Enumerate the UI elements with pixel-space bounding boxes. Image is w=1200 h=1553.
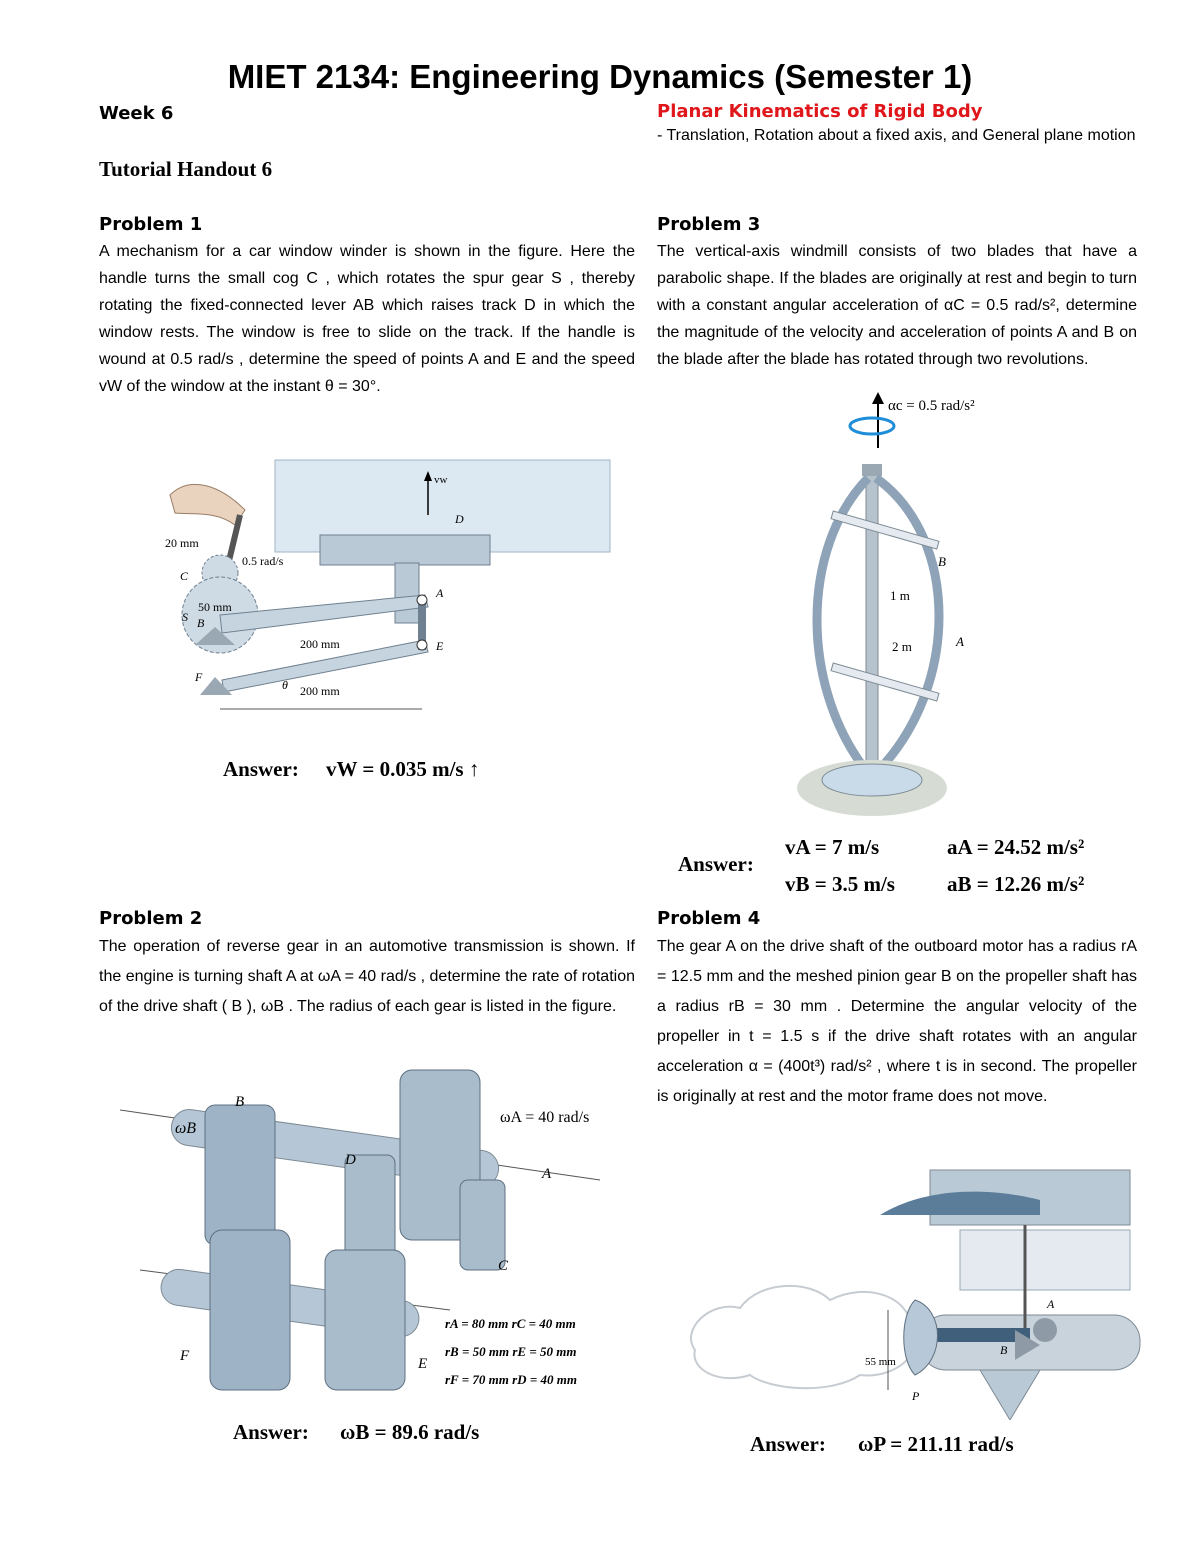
d-gear-label: D — [345, 1152, 356, 1168]
alpha-label: αc = 0.5 rad/s² — [888, 398, 975, 414]
week-label: Week 6 — [99, 103, 174, 124]
blade-right — [876, 478, 939, 773]
dim-2m: 2 m — [892, 639, 912, 654]
a-point-label: A — [1047, 1297, 1055, 1311]
problem-3-answer-vb: vB = 3.5 m/s — [785, 872, 895, 896]
radii-row-3: rF = 70 mm rD = 40 mm — [445, 1372, 577, 1387]
omega-b-label: ωB — [175, 1120, 197, 1137]
base-plate — [822, 764, 922, 796]
skeg — [980, 1370, 1040, 1420]
radii-row-1: rA = 80 mm rC = 40 mm — [445, 1316, 576, 1331]
problem-2-answer: ωB = 89.6 rad/s — [340, 1420, 480, 1444]
dim-50mm: 50 mm — [198, 600, 232, 614]
gear-c — [460, 1180, 505, 1270]
problem-2-heading: Problem 2 — [99, 908, 203, 929]
e-label: E — [436, 639, 444, 653]
problem-3-answer-aa: aA = 24.52 m/s² — [947, 835, 1085, 859]
problem-4-answer-label: Answer: — [750, 1432, 826, 1456]
pin-a — [417, 595, 427, 605]
gear-b — [205, 1105, 275, 1245]
topic-heading: Planar Kinematics of Rigid Body — [657, 101, 983, 122]
gear-f — [210, 1230, 290, 1390]
gear-e — [325, 1250, 405, 1390]
theta-label: θ — [282, 678, 288, 692]
radii-row-2: rB = 50 mm rE = 50 mm — [445, 1344, 577, 1359]
b-label: B — [197, 616, 205, 630]
d-label: D — [455, 512, 464, 526]
problem-2-answer-label: Answer: — [233, 1420, 309, 1444]
handout-label: Tutorial Handout 6 — [99, 157, 273, 181]
window-winder-figure — [160, 455, 620, 715]
motor-housing-mid — [960, 1230, 1130, 1290]
problem-3-text: The vertical-axis windmill consists of two blades that have a parabolic shape. If the blades are originally at rest and begin to turn with a constant angular acceleration of αC = 0.5 rad/s², determine the magnitude of the velocity and acceleration of points A and B on the blade after the blade has rotated through two revolutions. — [657, 243, 1137, 368]
problem-1-answer: vW = 0.035 m/s ↑ — [326, 757, 480, 781]
dim-1m: 1 m — [890, 588, 910, 603]
track-stem — [395, 563, 419, 623]
problem-1-heading: Problem 1 — [99, 214, 203, 235]
pin-e — [417, 640, 427, 650]
windmill-figure — [780, 388, 1030, 818]
outboard-motor-figure — [680, 1160, 1150, 1420]
rate-label: 0.5 rad/s — [242, 554, 284, 568]
gear-b — [1033, 1318, 1057, 1342]
topic-subheading: - Translation, Rotation about a fixed axis, and General plane motion — [657, 127, 1136, 144]
problem-4-answer: ωP = 211.11 rad/s — [858, 1432, 1014, 1456]
dim-200mm-b: 200 mm — [300, 684, 340, 698]
problem-1-answer-label: Answer: — [223, 757, 299, 781]
shaft-cap — [862, 464, 882, 476]
c-gear-label: C — [498, 1258, 509, 1274]
dim-20mm: 20 mm — [165, 536, 199, 550]
problem-3-answer-label: Answer: — [678, 852, 754, 876]
hand — [170, 484, 245, 525]
axis-arrowhead — [872, 392, 884, 404]
truss-bottom — [831, 663, 939, 701]
a-label: A — [436, 586, 444, 600]
omega-a-label: ωA = 40 rad/s — [500, 1109, 590, 1126]
problem-1-text: A mechanism for a car window winder is shown in the figure. Here the handle turns the small cog C , which rotates the spur gear S , thereby rotating the fixed-connected lever AB which raises track D in which the window rests. The window is free to slide on the track. If the handle is wound at 0.5 rad/s , determine the speed of points A and E and the speed vW of the window at the instant θ = 30°. — [99, 243, 635, 395]
b-point-label: B — [938, 554, 946, 569]
p-point-label: P — [912, 1389, 920, 1403]
a-point-label: A — [956, 634, 964, 649]
f-gear-label: F — [180, 1348, 190, 1364]
problem-3-answer-ab: aB = 12.26 m/s² — [947, 872, 1085, 896]
problem-4-text: The gear A on the drive shaft of the outboard motor has a radius rA = 12.5 mm and the meshed pinion gear B on the propeller shaft has a radius rB = 30 mm . Determine the angular velocity of the propeller in t = 1.5 s if the drive shaft rotates with an angular acceleration α = (400t³) rad/s² , where t is in second. The propeller is originally at rest and the motor frame does not move. — [657, 938, 1137, 1105]
gear-transmission-figure — [120, 1060, 620, 1400]
a-gear-label: A — [542, 1166, 552, 1182]
page-title: MIET 2134: Engineering Dynamics (Semester 1) — [227, 58, 973, 95]
anti-ventilation-plate — [880, 1192, 1040, 1215]
problem-2-text: The operation of reverse gear in an automotive transmission is shown. If the engine is turning shaft A at ωA = 40 rad/s , determine the rate of rotation of the drive shaft ( B ), ωB . The radius of each gear is listed in the figure. — [99, 938, 635, 1015]
problem-3-answer-va: vA = 7 m/s — [785, 835, 880, 859]
f-label: F — [195, 670, 203, 684]
c-label: C — [180, 569, 189, 583]
problem-4-heading: Problem 4 — [657, 908, 761, 929]
vw-label: vw — [434, 474, 448, 486]
rotation-arrow-icon — [850, 418, 894, 434]
track-d — [320, 535, 490, 565]
e-gear-label: E — [418, 1356, 428, 1372]
dim-55mm: 55 mm — [865, 1356, 896, 1368]
s-label: S — [182, 610, 188, 624]
dim-200mm-a: 200 mm — [300, 637, 340, 651]
problem-3-heading: Problem 3 — [657, 214, 761, 235]
central-shaft — [866, 470, 878, 790]
water-spray — [691, 1286, 916, 1388]
b-gear-label: B — [235, 1094, 245, 1110]
b-point-label: B — [1000, 1343, 1008, 1357]
